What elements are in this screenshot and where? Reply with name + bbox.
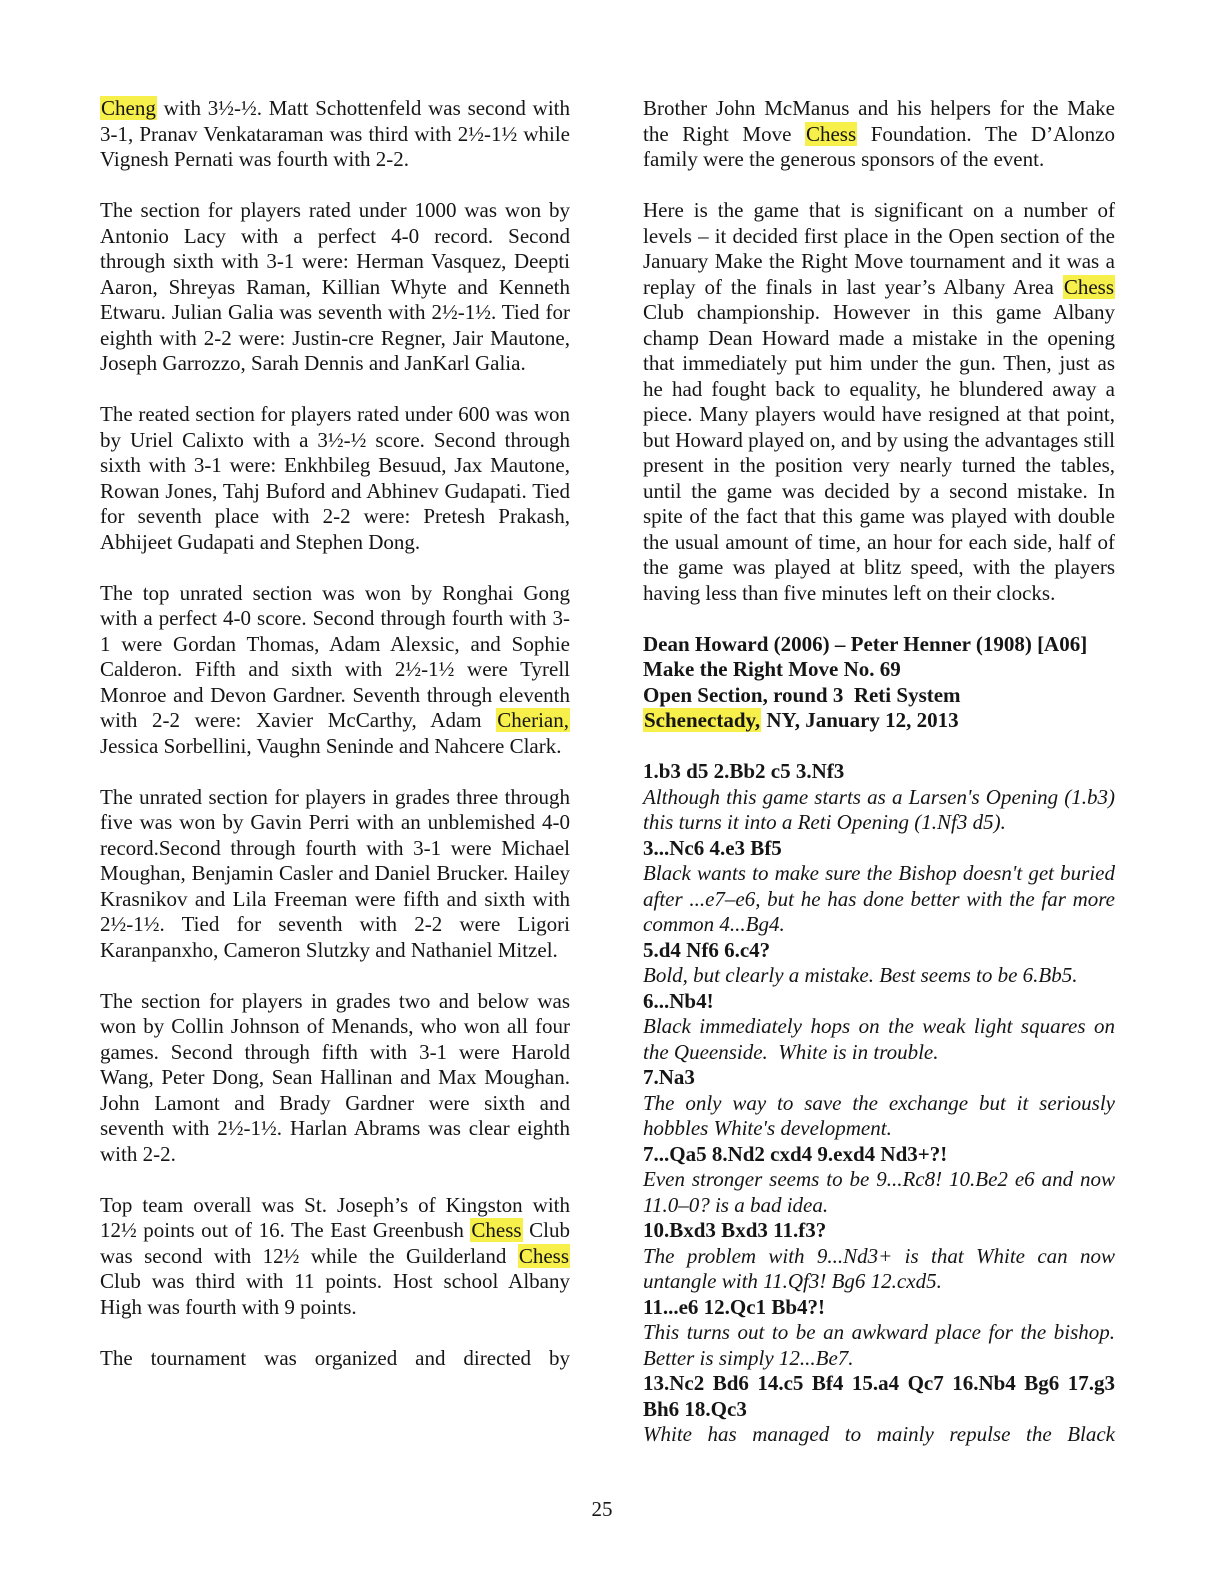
game-header-line: Open Section, round 3 Reti System (643, 682, 961, 707)
move-comment: Black wants to make sure the Bishop doesn't get buried after ...e7–e6, but he has done better with the far more common 4...Bg4. (643, 861, 1115, 936)
left-column (100, 96, 570, 1584)
move-comment: This turns out to be an awkward place for the bishop. Better is simply 12...Be7. (643, 1320, 1115, 1370)
move-line: 11...e6 12.Qc1 Bb4?! (643, 1294, 825, 1319)
move-line: 6...Nb4! (643, 988, 714, 1013)
highlighted-text: Chess (518, 1243, 569, 1268)
move-line: 7...Qa5 8.Nd2 cxd4 9.exd4 Nd3+?! (643, 1141, 948, 1166)
move-line: 5.d4 Nf6 6.c4? (643, 937, 771, 962)
move-comment: Even stronger seems to be 9...Rc8! 10.Be2 e6 and now 11.0–0? is a bad idea. (643, 1167, 1115, 1217)
paragraph: The top unrated section was won by Ronghai Gong with a perfect 4-0 score. Second through fourth with 3-1 were Gordan Thomas, Adam Alexsic, and Sophie Calderon. Fifth and sixth with 2½-1½ were Tyrell Monroe and Devon Gardner. Seventh through eleventh with 2-2 were: Xavier McCarthy, Adam Cherian, Jessica Sorbellini, Vaughn Seninde and Nahcere Clark. (100, 580, 570, 758)
paragraph: The section for players rated under 1000 was won by Antonio Lacy with a perfect 4-0 record. Second through sixth with 3-1 were: Herman Vasquez, Deepti Aaron, Shreyas Raman, Killian Whyte and Kenneth Etwaru. Julian Galia was seventh with 2½-1½. Tied for eighth with 2-2 were: Justin-cre Regner, Jair Mautone, Joseph Garrozzo, Sarah Dennis and JanKarl Galia. (100, 198, 570, 375)
right-column (643, 96, 1115, 1584)
move-line: 13.Nc2 Bd6 14.c5 Bf4 15.a4 Qc7 16.Nb4 Bg6 17.g3 Bh6 18.Qc3 (643, 1371, 1115, 1421)
paragraph: The tournament was organized and directed by (100, 1345, 570, 1370)
move-line: 7.Na3 (643, 1065, 695, 1089)
move-comment: The only way to save the exchange but it seriously hobbles White's development. (643, 1090, 1115, 1140)
game-header-line: Schenectady, NY, January 12, 2013 (644, 708, 959, 732)
move-comment: White has managed to mainly repulse the Black (643, 1422, 1115, 1446)
paragraph: The unrated section for players in grades three through five was won by Gavin Perri with an unblemished 4-0 record.Second through fourth with 3-1 were Michael Moughan, Benjamin Casler and Daniel Brucker. Hailey Krasnikov and Lila Freeman were fifth and sixth with 2½-1½. Tied for seventh with 2-2 were Ligori Karanpanxho, Cameron Slutzky and Nathaniel Mitzel. (100, 784, 570, 962)
game-header-line: Dean Howard (2006) – Peter Henner (1908) [A06] (643, 631, 1088, 656)
game-header-line: Make the Right Move No. 69 (643, 657, 901, 681)
move-comment: Although this game starts as a Larsen's Opening (1.b3) this turns it into a Reti Opening (1.Nf3 d5). (643, 784, 1115, 834)
highlighted-text: Chess (805, 121, 857, 146)
page-number: 25 (591, 1497, 613, 1521)
paragraph: Cheng with 3½-½. Matt Schottenfeld was second with 3-1, Pranav Venkataraman was third with 2½-1½ while Vignesh Pernati was fourth with 2-2. (100, 96, 570, 171)
game-header (643, 632, 1115, 734)
move-line: 10.Bxd3 Bxd3 11.f3? (643, 1218, 827, 1242)
move-line: 3...Nc6 4.e3 Bf5 (643, 835, 782, 860)
paragraph: Top team overall was St. Joseph’s of Kingston with 12½ points out of 16. The East Greenbush Chess Club was second with 12½ while the Guilderland Chess Club was third with 11 points. Host school Albany High was fourth with 9 points. (100, 1192, 570, 1319)
move-comment: Black immediately hops on the weak light squares on the Queenside. White is in trouble. (643, 1014, 1115, 1064)
highlighted-text: Chess (471, 1218, 522, 1242)
paragraph: The reated section for players rated under 600 was won by Uriel Calixto with a 3½-½ score. Second through sixth with 3-1 were: Enkhbileg Besuud, Jax Mautone, Rowan Jones, Tahj Buford and Abhinev Gudapati. Tied for seventh place with 2-2 were: Pretesh Prakash, Abhijeet Gudapati and Stephen Dong. (100, 402, 570, 554)
highlighted-text: Cheng (101, 96, 156, 120)
move-line: 1.b3 d5 2.Bb2 c5 3.Nf3 (643, 759, 845, 783)
paragraph: The section for players in grades two and below was won by Collin Johnson of Menands, who won all four games. Second through fifth with 3-1 were Harold Wang, Peter Dong, Sean Hallinan and Max Moughan. John Lamont and Brady Gardner were sixth and seventh with 2½-1½. Harlan Abrams was clear eighth with 2-2. (100, 988, 570, 1166)
game-moves (643, 759, 1115, 1448)
move-comment: Bold, but clearly a mistake. Best seems to be 6.Bb5. (643, 963, 1078, 987)
move-comment: The problem with 9...Nd3+ is that White can now untangle with 11.Qf3! Bg6 12.cxd5. (643, 1243, 1115, 1293)
paragraph: Here is the game that is significant on a number of levels – it decided first place in the Open section of the January Make the Right Move tournament and it was a replay of the finals in last year’s Albany Area Chess Club championship. However in this game Albany champ Dean Howard made a mistake in the opening that immediately put him under the gun. Then, just as he had fought back to equality, he blundered away a piece. Many players would have resigned at that point, but Howard played on, and by using the advantages still present in the position very nearly turned the tables, until the game was decided by a second mistake. In spite of the fact that this game was played with double the usual amount of time, an hour for each side, half of the game was played at blitz speed, with the players having less than five minutes left on their clocks. (643, 198, 1115, 605)
highlighted-text: Chess (1063, 274, 1114, 299)
highlighted-text: Cherian, (497, 708, 569, 732)
paragraph: Brother John McManus and his helpers for the Make the Right Move Chess Foundation. The D’Alonzo family were the generous sponsors of the event. (643, 96, 1115, 171)
highlighted-text: Schenectady, (644, 708, 761, 732)
